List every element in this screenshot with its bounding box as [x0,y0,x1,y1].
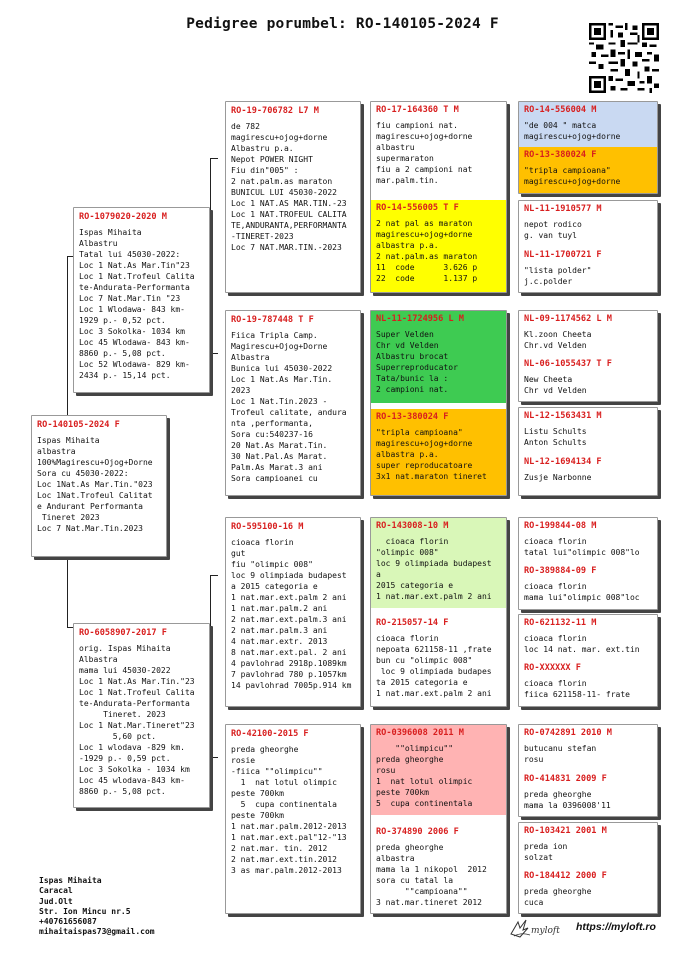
info-line: cioaca florin [376,634,439,643]
gen4-2b [519,247,657,292]
info-line: 5 cupa continentala [376,799,473,808]
info-line: magirescu+ojog+dorne [231,133,328,142]
info-line: 3x1 nat.maraton tineret [376,472,487,481]
gen4-3a-info [524,329,652,351]
info-line: loc 9 olimpiada budapest [231,571,347,580]
info-line: 1 nat.mar.palm.2012-2013 [231,822,347,831]
ggp-mfm [371,615,506,706]
gen4-3a-ring: NL-09-1174562 L M [524,314,612,324]
info-line: Chr vd Velden [524,386,587,395]
info-line: nepoata 621158-11 ,frate [376,645,492,654]
info-line: preda gheorghe [231,745,299,754]
owner-phone: +40761656087 [39,917,97,927]
gen4-card-1[interactable] [518,101,658,194]
gen4-1b-info [524,165,652,187]
info-line: Loc 1 Nat.As Mar.Tin."23 [79,677,195,686]
info-line: nta ,performanta, [231,419,313,428]
info-line: preda gheorghe [524,887,592,896]
gen4-7a-ring: RO-0742891 2010 M [524,728,612,738]
qr-code-icon [589,23,659,93]
info-line: 4 pavlohrad 2918p.1089km [231,659,347,668]
maternal-grandmother-ring: RO-42100-2015 F [231,729,309,739]
gen4-1a-ring: RO-14-556004 M [524,105,597,115]
ggp-ffm-info [376,218,501,284]
site-link[interactable]: https://myloft.ro [576,921,656,933]
info-line: 4 nat.mar.extr. 2013 [231,637,328,646]
info-line: Loc 1 Wlodawa- 843 km- [79,305,185,314]
father-ring: RO-1079020-2020 M [79,212,167,222]
ggp-fff-info [376,120,501,186]
info-line: 1 nat lotul olimpic [231,778,337,787]
info-line: Albastra [79,655,118,664]
page-title: Pedigree porumbel: RO-140105-2024 F [186,16,499,32]
info-line: Bunica lui 45030-2022 [231,364,333,373]
owner-street: Str. Ion Mincu nr.5 [39,906,131,916]
info-line: cioaca florin [524,582,587,591]
info-line: Sora cu 45030-2022: [37,469,129,478]
info-line: Anton Schults [524,438,587,447]
info-line: -TINERET-2023 [231,232,294,241]
myloft-logo-icon [508,916,564,940]
gen4-5a [519,518,657,563]
gen4-7b-ring: RO-414831 2009 F [524,774,607,784]
info-line: "tripla campioana" [524,166,611,175]
ggp-mfm-info [376,633,501,699]
info-line: Loc 1 NAT.TROFEUL CALITA [231,210,347,219]
gen4-8a-ring: RO-103421 2001 M [524,826,607,836]
paternal-grandfather-ring: RO-19-706782 L7 M [231,106,319,116]
info-line: 1929 p.- 0,52 pct. [79,316,166,325]
info-line: cuca [524,898,544,907]
owner-email[interactable]: mihaitaispas73@gmail.com [39,927,155,937]
father-info [79,227,204,381]
ggp-ffm [371,200,506,292]
gen4-2a-ring: NL-11-1910577 M [524,204,602,214]
info-line: mar.palm.tin. [376,176,439,185]
info-line: Magirescu+Ojog+Dorne [231,342,328,351]
info-line: Albastra [231,353,270,362]
info-line: fiica 621158-11- frate [524,690,630,699]
info-line: Loc 7 Nat.Mar.Tin "23 [79,294,181,303]
gen4-card-2[interactable] [518,200,658,293]
info-line: rosu [524,755,544,764]
ggp-fmm [371,409,506,495]
gen4-2a-info [524,219,652,241]
gen4-8a-info [524,841,652,863]
gen4-2a [519,201,657,246]
info-line: Sora cu:540237-16 [231,430,313,439]
maternal-grandfather-card[interactable] [225,517,361,707]
owner-contact [39,876,155,938]
info-line: 14 pavlohrad 7005p.914 km [231,681,352,690]
gen4-6b-ring: RO-XXXXXX F [524,663,581,673]
info-line: Kl.zoon Cheeta [524,330,592,339]
info-line: Sora campioanei cu [231,474,318,483]
info-line: Albastru p.a. [231,144,294,153]
info-line: BUNICUL LUI 45030-2022 [231,188,337,197]
info-line: 1 nat.mar.ext.palm 2 ani [376,592,492,601]
info-line: magirescu+ojog+dorne [524,177,621,186]
info-line: peste 700km [376,788,429,797]
great-grandparents-card-2[interactable] [370,310,507,496]
info-line: 2 nat.palm.as maraton [376,252,478,261]
info-line: Loc 1 Nat.Trofeul Calita [79,688,195,697]
info-line: preda gheorghe [376,755,444,764]
gen4-card-8[interactable] [518,822,658,914]
gen4-7a [519,725,657,770]
gen4-1b-ring: RO-13-380024 F [524,150,597,160]
info-line: 2 nat.mar.ext.palm.3 ani [231,615,347,624]
gen4-card-7[interactable] [518,724,658,817]
info-line: bun cu "olimpic 008" [376,656,473,665]
info-line: magirescu+ojog+dorne [376,132,473,141]
info-line: fiu a 2 campioni nat [376,165,473,174]
info-line: Loc 1 Nat.Trofeul Calita [79,272,195,281]
gen4-card-5[interactable] [518,517,658,610]
info-line: magirescu+ojog+dorne [376,439,473,448]
info-line: 2434 p.- 15,14 pct. [79,371,171,380]
gen4-3b-info [524,374,652,396]
info-line: 100%Magirescu+Ojog+Dorne [37,458,153,467]
ggp-fff [371,102,506,199]
info-line: magirescu+ojog+dorne [524,132,621,141]
info-line: cioaca florin [524,634,587,643]
info-line: 2023 [231,386,251,395]
info-line: tatal lui"olimpic 008"lo [524,548,640,557]
info-line: ta 2015 categoria e [376,678,468,687]
info-line: loc 9 olimpiada budapes [376,667,492,676]
info-line: Loc 1Nat.As Mar.Tin."023 [37,480,153,489]
ggp-ffm-ring: RO-14-556005 T F [376,203,459,213]
info-line: preda gheorghe [524,790,592,799]
info-line: cioaca florin [231,538,294,547]
ggp-fmm-info [376,427,501,482]
maternal-grandfather-ring: RO-595100-16 M [231,522,304,532]
gen4-1a-info [524,120,652,142]
gen4-7b [519,771,657,816]
gen4-1b [519,147,657,193]
info-line: Palm.As Marat.3 ani [231,463,323,472]
gen4-7a-info [524,743,652,765]
info-line: te-Andurata-Performanta [79,283,190,292]
gen4-8b-info [524,886,652,908]
info-line: 3 as mar.palm.2012-2013 [231,866,342,875]
info-line: cioaca florin [524,679,587,688]
info-line: "tripla campioana" [376,428,463,437]
info-line: Loc 3 Sokolka - 1034 km [79,765,190,774]
ggp-mmf-ring: RO-0396008 2011 M [376,728,464,738]
gen4-8a [519,823,657,868]
info-line: Loc 3 Sokolka- 1034 km [79,327,185,336]
info-line: Superreproducator [376,363,458,372]
info-line: "olimpic 008" [376,548,439,557]
info-line: "de 004 " matca [524,121,597,130]
info-line: Tatal lui 45030-2022: [79,250,181,259]
info-line: 2 campioni nat. [376,385,449,394]
info-line: fiu campioni nat. [376,121,458,130]
great-grandparents-card-3[interactable] [370,517,507,707]
gen4-7b-info [524,789,652,811]
info-line: -1929 p.- 0,59 pct. [79,754,171,763]
info-line: butucanu stefan [524,744,597,753]
gen4-5b [519,563,657,609]
gen4-4b-info [524,472,652,483]
info-line: 5 cupa continentala [231,800,337,809]
info-line: Listu Schults [524,427,587,436]
info-line: 5,60 pct. [79,732,157,741]
gen4-4a [519,408,657,452]
ggp-fmf-ring: NL-11-1724956 L M [376,314,464,324]
ggp-mfm-ring: RO-215057-14 F [376,618,449,628]
maternal-grandmother-card[interactable] [225,724,361,914]
info-line: 2 nat.mar. tin. 2012 [231,844,328,853]
info-line: Super Velden [376,330,434,339]
info-line: de 782 [231,122,260,131]
info-line: preda ion [524,842,568,851]
info-line: "lista polder" [524,266,592,275]
info-line: Tineret. 2023 [79,710,166,719]
info-line: 1 nat.mar.ext.pal"12-"13 [231,833,347,842]
gen4-6b-info [524,678,652,700]
info-line: Fiica Tripla Camp. [231,331,318,340]
info-line: Nepot POWER NIGHT [231,155,313,164]
info-line: albastra [376,854,415,863]
info-line: 8860 p.- 5,08 pct. [79,787,166,796]
gen4-4b [519,454,657,495]
info-line: e Andurant Performanta [37,502,143,511]
info-line: Loc 1 Nat.As Mar.Tin"23 [79,261,190,270]
gen4-4a-info [524,426,652,448]
info-line: Loc 52 Wlodawa- 829 km- [79,360,190,369]
info-line: Loc 45 Wlodawa- 843 km- [79,338,190,347]
gen4-6b [519,660,657,706]
info-line: Tata/bunic la : [376,374,449,383]
info-line: 1 nat.mar.ext.palm 2 ani [376,689,492,698]
info-line: Fiu din"005" : [231,166,299,175]
owner-name: Ispas Mihaita [39,876,102,885]
ggp-fmf-info [376,329,501,395]
info-line: albastra [37,447,76,456]
maternal-grandmother-info [231,744,355,876]
father-card[interactable] [73,207,210,393]
gen4-5b-info [524,581,652,603]
info-line: New Cheeta [524,375,573,384]
info-line: albastra p.a. [376,241,439,250]
info-line: 2015 categoria e [376,581,454,590]
gen4-3b-ring: NL-06-1055437 T F [524,359,612,369]
info-line: -fiica ""olimpicu"" [231,767,323,776]
info-line: Loc 7 NAT.MAR.TIN.-2023 [231,243,342,252]
info-line: 20 Nat.As Marat.Tin. [231,441,328,450]
info-line: 1 nat lotul olimpic [376,777,473,786]
info-line: Albastru [79,239,118,248]
paternal-grandfather-info [231,121,355,253]
info-line: Loc 45 wlodava-843 km- [79,776,185,785]
info-line: Tineret 2023 [37,513,100,522]
gen4-2b-info [524,265,652,287]
gen4-5a-ring: RO-199844-08 M [524,521,597,531]
connector-mother [210,575,218,758]
main-pigeon-ring: RO-140105-2024 F [37,420,120,430]
gen4-4a-ring: NL-12-1563431 M [524,411,602,421]
info-line: nepot rodico [524,220,582,229]
great-grandparents-card-1[interactable] [370,101,507,293]
info-line: g. van tuyl [524,231,577,240]
ggp-fff-ring: RO-17-164360 T M [376,105,459,115]
gen4-4b-ring: NL-12-1694134 F [524,457,602,467]
info-line: supermaraton [376,154,434,163]
info-line: gut [231,549,246,558]
ggp-mff-info [376,536,501,602]
paternal-grandfather-card[interactable] [225,101,361,293]
info-line: super reproducatoare [376,461,473,470]
info-line: mama la 1 nikopol 2012 [376,865,487,874]
paternal-grandmother-card[interactable] [225,310,361,496]
info-line: loc 9 olimpiada budapest [376,559,492,568]
info-line: sora cu tatal la [376,876,454,885]
gen4-3b [519,356,657,401]
gen4-card-3[interactable] [518,310,658,402]
great-grandparents-card-4[interactable] [370,724,507,914]
info-line: 8 nat.mar.ext.pal. 2 ani [231,648,347,657]
gen4-card-6[interactable] [518,614,658,707]
info-line: loc 14 nat. mar. ext.tin [524,645,640,654]
info-line: Zusje Narbonne [524,473,592,482]
ggp-mmm-info [376,842,501,908]
info-line: mama lui"olimpic 008"loc [524,593,640,602]
gen4-card-4[interactable] [518,407,658,496]
gen4-6a-ring: RO-621132-11 M [524,618,597,628]
ggp-mff-ring: RO-143008-10 M [376,521,449,531]
info-line: peste 700km [231,811,284,820]
info-line: Loc 1 Nat.Mar.Tineret"23 [79,721,195,730]
maternal-grandfather-info [231,537,355,691]
info-line: Ispas Mihaita [37,436,100,445]
paternal-grandmother-info [231,330,355,484]
info-line: Trofeul calitate, andura [231,408,347,417]
info-line: mama lui 45030-2022 [79,666,171,675]
paternal-grandmother-ring: RO-19-787448 T F [231,315,314,325]
gen4-1a [519,102,657,147]
info-line: Chr.vd Velden [524,341,587,350]
info-line: fiu "olimpic 008" [231,560,313,569]
info-line: rosu [376,766,396,775]
info-line: Loc 1 NAT.AS MAR.TIN.-23 [231,199,347,208]
main-pigeon-info [37,435,161,534]
info-line: 2 nat.palm.as maraton [231,177,333,186]
info-line: TE,ANDURANTA,PERFORMANTA [231,221,347,230]
gen4-5b-ring: RO-389884-09 F [524,566,597,576]
info-line: peste 700km [231,789,284,798]
info-line: Chr vd Velden [376,341,439,350]
owner-city: Caracal [39,886,73,896]
info-line: a 2015 categoria e [231,582,318,591]
info-line: Ispas Mihaita [79,228,142,237]
mother-card[interactable] [73,623,210,808]
mother-ring: RO-6058907-2017 F [79,628,167,638]
ggp-mmf-info [376,743,501,809]
info-line: 3 nat.mar.tineret 2012 [376,898,482,907]
connector-father [210,158,218,354]
ggp-mmf [371,725,506,815]
info-line: 1 nat.mar.palm.2 ani [231,604,328,613]
info-line: Loc 1Nat.Trofeul Calitat [37,491,153,500]
info-line: Loc 1 wlodava -829 km. [79,743,185,752]
info-line: 1 nat.mar.ext.palm 2 ani [231,593,347,602]
gen4-8b [519,868,657,913]
info-line: albastra p.a. [376,450,439,459]
info-line: orig. Ispas Mihaita [79,644,171,653]
info-line: 7 pavlohrad 780 p.1057km [231,670,347,679]
info-line: cioaca florin [524,537,587,546]
info-line: Loc 1 Nat.As Mar.Tin. [231,375,333,384]
mother-info [79,643,204,797]
info-line: preda gheorghe [376,843,444,852]
gen4-3a [519,311,657,356]
info-line: 2 nat.mar.palm.3 ani [231,626,328,635]
info-line: 11 code 3.626 p [376,263,478,272]
gen4-5a-info [524,536,652,558]
gen4-8b-ring: RO-184412 2000 F [524,871,607,881]
gen4-6a-info [524,633,652,655]
info-line: a [376,570,381,579]
info-line: solzat [524,853,553,862]
info-line: Loc 7 Nat.Mar.Tin.2023 [37,524,143,533]
info-line: albastru [376,143,415,152]
info-line: 30 Nat.Pal.As Marat. [231,452,328,461]
logo-text: myloft [531,926,560,936]
ggp-fmm-ring: RO-13-380024 F [376,412,449,422]
info-line: Albastru brocat [376,352,449,361]
ggp-mmm [371,824,506,913]
info-line: 22 code 1.137 p [376,274,478,283]
info-line: 8860 p.- 5,08 pct. [79,349,166,358]
info-line: ""olimpicu"" [376,744,454,753]
info-line: te-Andurata-Performanta [79,699,190,708]
ggp-mmm-ring: RO-374890 2006 F [376,827,459,837]
ggp-mff [371,518,506,608]
info-line: 2 nat.mar.ext.tin.2012 [231,855,337,864]
info-line: mama la 0396008'11 [524,801,611,810]
info-line: magirescu+ojog+dorne [376,230,473,239]
ggp-fmf [371,311,506,403]
info-line: Loc 1 Nat.Tin.2023 - [231,397,328,406]
gen4-6a [519,615,657,660]
gen4-2b-ring: NL-11-1700721 F [524,250,602,260]
info-line: j.c.polder [524,277,573,286]
info-line: cioaca florin [376,537,449,546]
info-line: 2 nat pal as maraton [376,219,473,228]
info-line: rosie [231,756,256,765]
owner-county: Jud.Olt [39,896,73,906]
main-pigeon-card[interactable] [31,415,167,557]
info-line: ""campioana"" [376,887,468,896]
